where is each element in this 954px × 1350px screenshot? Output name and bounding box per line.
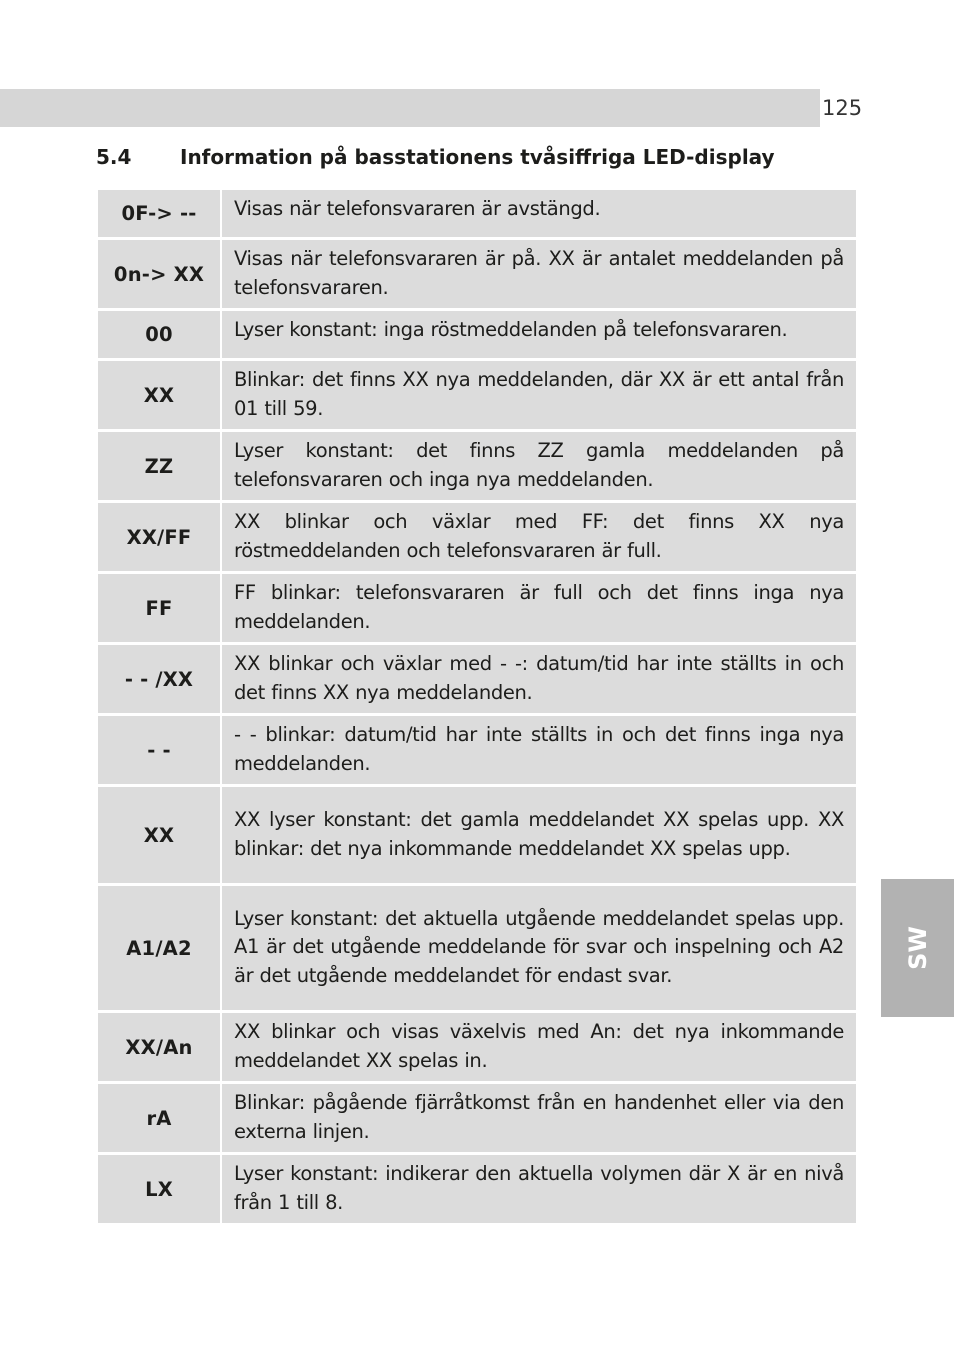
led-code: XX	[98, 787, 220, 883]
table-row	[98, 311, 856, 358]
led-description: XX blinkar och visas växelvis med An: det nya inkommande meddelandet XX spelas in.	[222, 1013, 856, 1081]
led-display-table	[96, 187, 858, 1226]
led-code: FF	[98, 574, 220, 642]
table-row	[98, 716, 856, 784]
led-description: XX blinkar och växlar med - -: datum/tid har inte ställts in och det finns XX nya meddelanden.	[222, 645, 856, 713]
led-description: XX blinkar och växlar med FF: det finns XX nya röstmeddelanden och telefonsvararen är full.	[222, 503, 856, 571]
led-code: - - /XX	[98, 645, 220, 713]
led-description: Blinkar: det finns XX nya meddelanden, där XX är ett antal från 01 till 59.	[222, 361, 856, 429]
table-row	[98, 432, 856, 500]
led-code: 0F-> --	[98, 190, 220, 237]
led-code: A1/A2	[98, 886, 220, 1010]
led-description: FF blinkar: telefonsvararen är full och det finns inga nya meddelanden.	[222, 574, 856, 642]
table-row	[98, 574, 856, 642]
led-code: 0n-> XX	[98, 240, 220, 308]
led-code: XX	[98, 361, 220, 429]
table-row	[98, 645, 856, 713]
led-code: - -	[98, 716, 220, 784]
table-row	[98, 361, 856, 429]
table-row	[98, 240, 856, 308]
led-code: rA	[98, 1084, 220, 1152]
led-code: ZZ	[98, 432, 220, 500]
section-number: 5.4	[96, 145, 132, 169]
header-bar	[0, 89, 820, 127]
page-number: 125	[822, 89, 859, 127]
led-description: Visas när telefonsvararen är på. XX är antalet meddelanden på telefonsvararen.	[222, 240, 856, 308]
led-description: Blinkar: pågående fjärråtkomst från en handenhet eller via den externa linjen.	[222, 1084, 856, 1152]
table-row	[98, 1013, 856, 1081]
table-row	[98, 886, 856, 1010]
table-row	[98, 503, 856, 571]
section-heading	[96, 145, 876, 169]
led-description: Lyser konstant: det aktuella utgående meddelandet spelas upp. A1 är det utgående meddelande för svar och inspelning och A2 är det utgående meddelandet för endast svar.	[222, 886, 856, 1010]
language-tab	[881, 879, 954, 1017]
led-description: XX lyser konstant: det gamla meddelandet XX spelas upp. XX blinkar: det nya inkommande meddelandet XX spelas upp.	[222, 787, 856, 883]
led-description: Lyser konstant: det finns ZZ gamla meddelanden på telefonsvararen och inga nya meddelanden.	[222, 432, 856, 500]
table-row	[98, 190, 856, 237]
led-code: LX	[98, 1155, 220, 1223]
table-row	[98, 1155, 856, 1223]
language-tab-label: SW	[903, 926, 932, 970]
led-description: Visas när telefonsvararen är avstängd.	[222, 190, 856, 237]
led-description: Lyser konstant: indikerar den aktuella volymen där X är en nivå från 1 till 8.	[222, 1155, 856, 1223]
led-code: 00	[98, 311, 220, 358]
led-description: - - blinkar: datum/tid har inte ställts in och det finns inga nya meddelanden.	[222, 716, 856, 784]
led-code: XX/An	[98, 1013, 220, 1081]
led-description: Lyser konstant: inga röstmeddelanden på telefonsvararen.	[222, 311, 856, 358]
section-title: Information på basstationens tvåsiffriga LED-display	[180, 145, 775, 169]
led-code: XX/FF	[98, 503, 220, 571]
table-row	[98, 787, 856, 883]
table-row	[98, 1084, 856, 1152]
